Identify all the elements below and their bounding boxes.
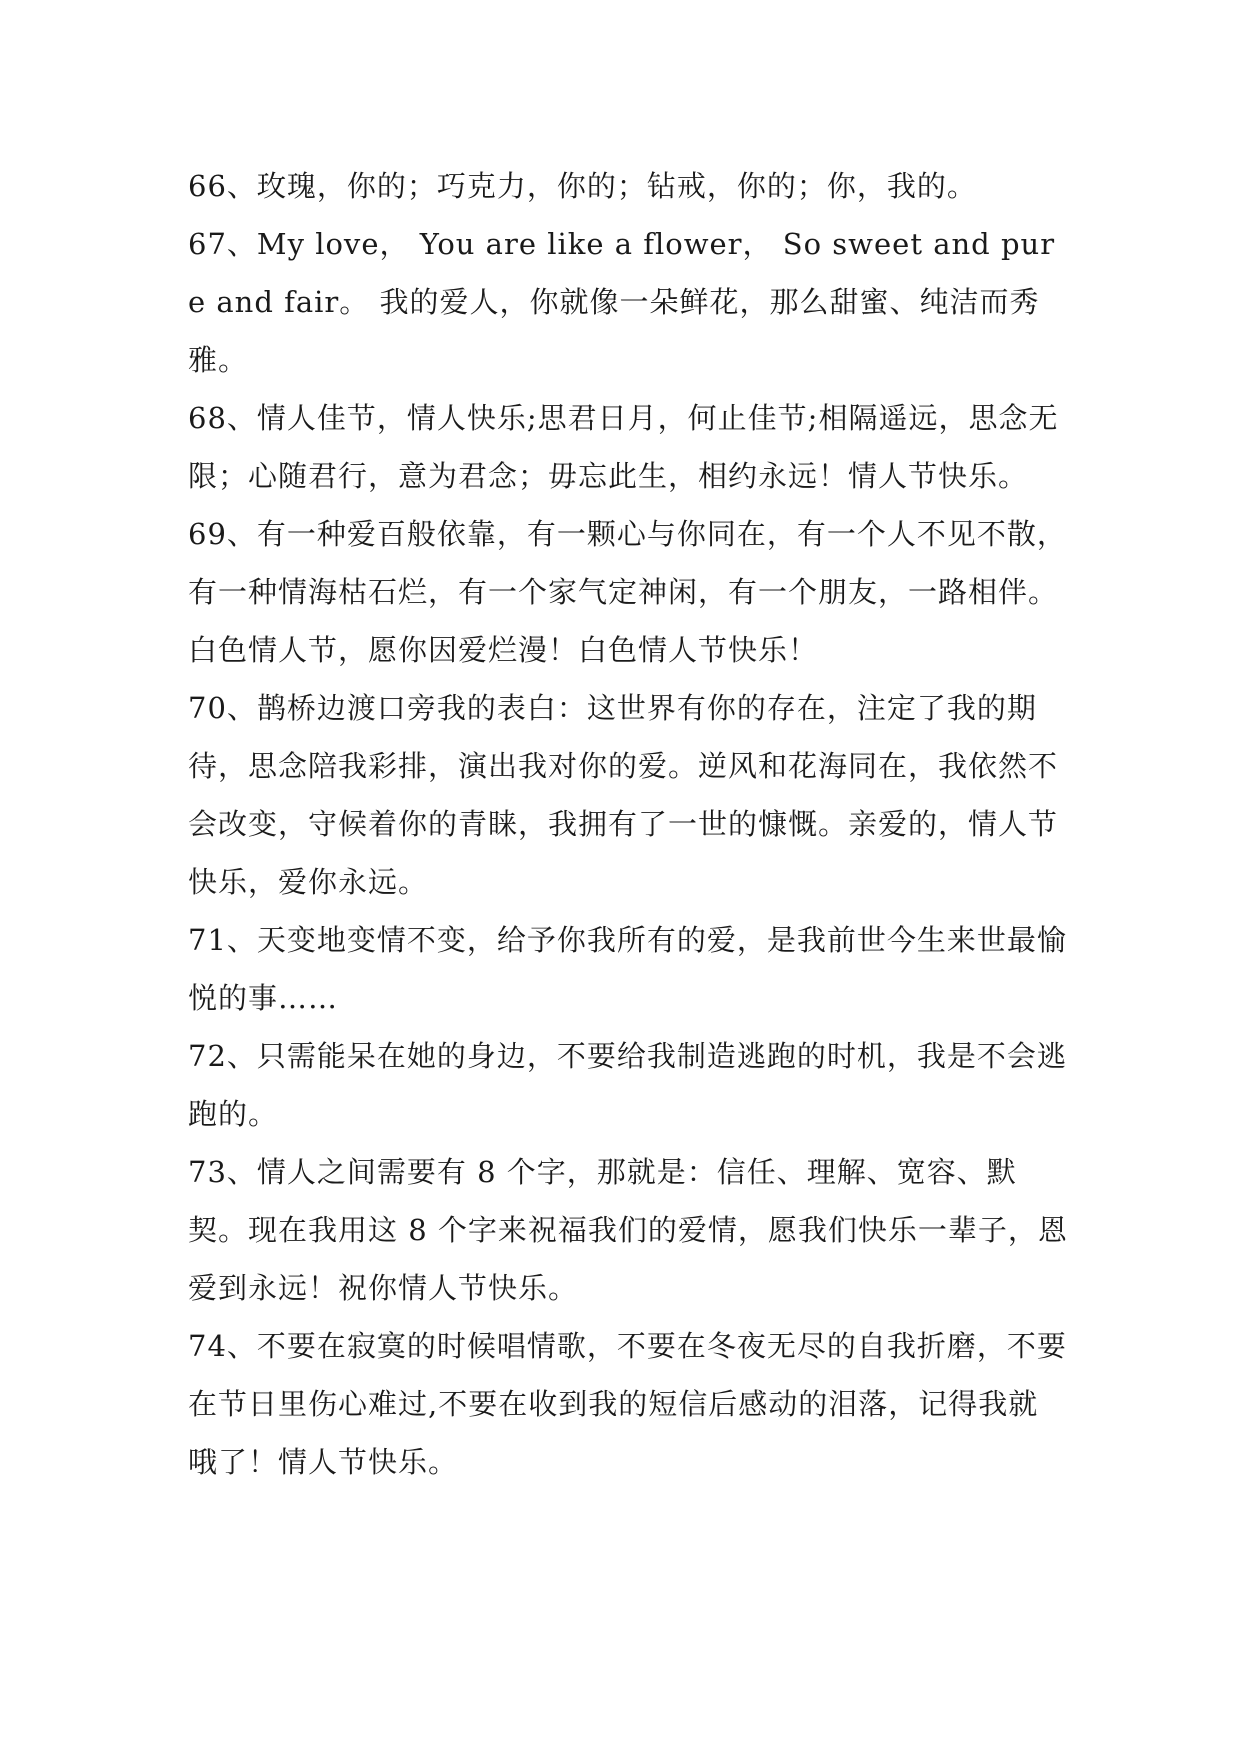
paragraph-73 — [188, 1143, 1068, 1317]
paragraph-number: 68、 — [188, 401, 257, 435]
paragraph-number: 72、 — [188, 1039, 257, 1073]
paragraph-text: 只需能呆在她的身边，不要给我制造逃跑的时机，我是不会逃跑的。 — [188, 1039, 1067, 1131]
paragraph-text: 玫瑰，你的；巧克力，你的；钻戒，你的；你，我的。 — [256, 169, 977, 203]
paragraph-text: 情人佳节，情人快乐;思君日月，何止佳节;相隔遥远，思念无限；心随君行，意为君念；毋忘此生，相约永远！情人节快乐。 — [188, 401, 1059, 493]
paragraph-text: 不要在寂寞的时候唱情歌，不要在冬夜无尽的自我折磨，不要在节日里伤心难过,不要在收到我的短信后感动的泪落，记得我就哦了！情人节快乐。 — [188, 1329, 1067, 1479]
paragraph-68 — [188, 389, 1068, 505]
paragraph-number: 70、 — [188, 691, 257, 725]
paragraph-70 — [188, 679, 1068, 911]
paragraph-number: 67、 — [188, 227, 257, 261]
paragraph-74 — [188, 1317, 1068, 1491]
paragraph-number: 74、 — [188, 1329, 257, 1363]
paragraph-text: 有一种爱百般依靠，有一颗心与你同在，有一个人不见不散，有一种情海枯石烂，有一个家气定神闲，有一个朋友，一路相伴。白色情人节，愿你因爱烂漫！白色情人节快乐！ — [188, 517, 1067, 667]
paragraph-66 — [188, 157, 1068, 215]
paragraph-72 — [188, 1027, 1068, 1143]
paragraph-text: 天变地变情不变，给予你我所有的爱，是我前世今生来世最愉悦的事…… — [188, 923, 1067, 1015]
paragraph-number: 69、 — [188, 517, 257, 551]
paragraph-text: 鹊桥边渡口旁我的表白：这世界有你的存在，注定了我的期待，思念陪我彩排，演出我对你的爱。逆风和花海同在，我依然不会改变，守候着你的青睐，我拥有了一世的慷慨。亲爱的，情人节快乐，爱你永远。 — [188, 691, 1059, 899]
paragraph-number: 73、 — [188, 1155, 257, 1189]
paragraph-text: My love， You are like a flower， So sweet and pure and fair。 我的爱人，你就像一朵鲜花，那么甜蜜、纯洁而秀雅。 — [188, 227, 1056, 377]
paragraph-69 — [188, 505, 1068, 679]
paragraph-71 — [188, 911, 1068, 1027]
paragraph-number: 71、 — [188, 923, 257, 957]
paragraph-67 — [188, 215, 1068, 389]
paragraph-number: 66、 — [188, 169, 257, 203]
document-body — [188, 157, 1068, 1491]
paragraph-text: 情人之间需要有 8 个字，那就是：信任、理解、宽容、默契。现在我用这 8 个字来祝福我们的爱情，愿我们快乐一辈子，恩爱到永远！祝你情人节快乐。 — [188, 1155, 1068, 1305]
